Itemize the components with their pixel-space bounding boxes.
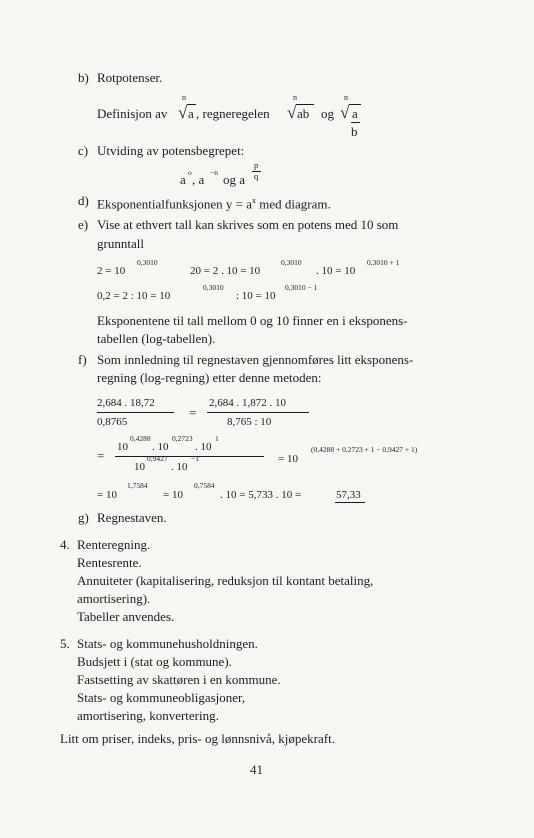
- radical-bar: [187, 104, 196, 105]
- item-d-exp: x: [252, 196, 256, 205]
- frac3-num-a-exp: 0,4288: [130, 434, 151, 443]
- frac-exp-num: p: [254, 160, 259, 170]
- eq2-b: : 10 = 10: [236, 290, 276, 302]
- eq1-c-exp: 0,3010 + 1: [367, 258, 400, 267]
- last-b-exp: 0,7584: [194, 481, 215, 490]
- section-5-line: Fastsetting av skattøren i en kommune.: [77, 672, 281, 687]
- equals-sign: =: [189, 405, 197, 420]
- frac3-num-a: 10: [117, 441, 128, 453]
- radical-denominator: b: [351, 124, 358, 139]
- section-4-line: Rentesrente.: [77, 555, 142, 570]
- equals-sign: =: [97, 448, 105, 463]
- power-a0-exp: o: [188, 168, 192, 177]
- item-c-title: Utviding av potensbegrepet:: [97, 143, 245, 158]
- last-a: = 10: [97, 489, 117, 501]
- eq2-a: 0,2 = 2 : 10 = 10: [97, 290, 171, 302]
- section-5-line: amortisering, konvertering.: [77, 708, 219, 723]
- frac3-den-a-exp: 0,9427: [147, 454, 168, 463]
- frac3-den-b-exp: −1: [191, 454, 199, 463]
- item-d-label: d): [78, 193, 89, 208]
- last-b: = 10: [163, 489, 183, 501]
- frac2-bar: [207, 412, 309, 413]
- eq1-b-exp: 0,3010: [281, 258, 302, 267]
- radical-fraction-bar: [351, 122, 360, 123]
- item-g-label: g): [78, 510, 89, 525]
- item-d-text: [97, 193, 331, 212]
- item-b-title: Rotpotenser.: [97, 70, 163, 85]
- item-d-text-a: Eksponentialfunksjonen y = a: [97, 196, 252, 212]
- section-5-line: Budsjett i (stat og kommune).: [77, 654, 232, 669]
- item-g-title: Regnestaven.: [97, 510, 167, 525]
- radical-sign: √: [287, 103, 297, 122]
- final-result: 57,33: [336, 489, 361, 501]
- eq1-b: 20 = 2 . 10 = 10: [190, 265, 261, 277]
- root-index: n: [182, 93, 186, 102]
- root-index: n: [293, 93, 297, 102]
- frac3-num-c: . 10: [195, 441, 212, 453]
- item-f-line1: Som innledning til regnestaven gjennomføres litt eksponens-: [97, 352, 414, 367]
- eq1-a: 2 = 10: [97, 265, 126, 277]
- section-5-number: 5.: [60, 636, 70, 651]
- item-f-label: f): [78, 352, 87, 367]
- def-prefix: Definisjon av: [97, 106, 168, 121]
- last-c: . 10 = 5,733 . 10 =: [220, 489, 302, 501]
- item-e-label: e): [78, 217, 89, 232]
- eq2-a-exp: 0,3010: [203, 283, 224, 292]
- frac-exp-den: q: [254, 171, 259, 181]
- section-4-number: 4.: [60, 537, 70, 552]
- frac3-num-b-exp: 0,2723: [172, 434, 193, 443]
- radical-a: a: [188, 106, 194, 121]
- item-e-line2: grunntall: [97, 236, 144, 251]
- def-sep: , regneregelen: [196, 106, 270, 121]
- frac3-den-b: . 10: [171, 461, 188, 473]
- item-e-line1: Vise at ethvert tall kan skrives som en potens med 10 som: [97, 217, 399, 232]
- radical-ab: ab: [297, 106, 310, 121]
- radical-sign: √: [178, 103, 188, 122]
- frac3-rhs: = 10: [278, 453, 298, 465]
- eq2-b-exp: 0,3010 − 1: [285, 283, 318, 292]
- item-e-text3: Eksponentene til tall mellom 0 og 10 finner en i eksponens-: [97, 313, 408, 328]
- power-a0: a: [180, 172, 186, 187]
- section-4-line: Annuiteter (kapitalisering, reduksjon til kontant betaling,: [77, 573, 374, 588]
- item-c-label: c): [78, 143, 89, 158]
- frac1-numerator: 2,684 . 18,72: [97, 397, 155, 409]
- result-underline: [335, 502, 365, 503]
- section-5-line: Stats- og kommuneobligasjoner,: [77, 690, 246, 705]
- item-e-text4: tabellen (log-tabellen).: [97, 331, 216, 346]
- section-5-line: Stats- og kommunehusholdningen.: [77, 636, 258, 651]
- item-f-line2: regning (log-regning) etter denne metoden:: [97, 370, 322, 385]
- frac3-rhs-exp: (0,4288 + 0,2723 + 1 − 0,9427 + 1): [311, 445, 418, 454]
- power-a-neg: , a: [192, 172, 205, 187]
- frac1-denominator: 0,8765: [97, 416, 128, 428]
- radical-numerator: a: [352, 106, 358, 121]
- def-og: og: [321, 106, 334, 121]
- item-b-label: b): [78, 70, 89, 85]
- eq1-a-exp: 0,3010: [137, 258, 158, 267]
- frac3-num-c-exp: 1: [215, 434, 219, 443]
- frac3-den-a: 10: [134, 461, 145, 473]
- radical-bar: [296, 104, 314, 105]
- frac2-denominator: 8,765 : 10: [227, 416, 272, 428]
- frac3-num-b: . 10: [152, 441, 169, 453]
- frac1-bar: [97, 412, 174, 413]
- radical-bar: [349, 104, 361, 105]
- section-4-line: Renteregning.: [77, 537, 151, 552]
- item-d-text-b: med diagram.: [256, 196, 331, 212]
- frac3-bar: [115, 456, 264, 457]
- page-number: 41: [250, 762, 263, 777]
- frac2-numerator: 2,684 . 1,872 . 10: [209, 397, 286, 409]
- section-4-line: amortisering).: [77, 591, 151, 606]
- eq1-c: . 10 = 10: [316, 265, 356, 277]
- closing-line: Litt om priser, indeks, pris- og lønnsnivå, kjøpekraft.: [60, 731, 335, 746]
- last-a-exp: 1,7584: [127, 481, 148, 490]
- radical-sign: √: [340, 103, 350, 122]
- power-a-neg-exp: −n: [210, 168, 218, 177]
- power-frac: og a: [223, 172, 246, 187]
- section-4-line: Tabeller anvendes.: [77, 609, 175, 624]
- root-index: n: [344, 93, 348, 102]
